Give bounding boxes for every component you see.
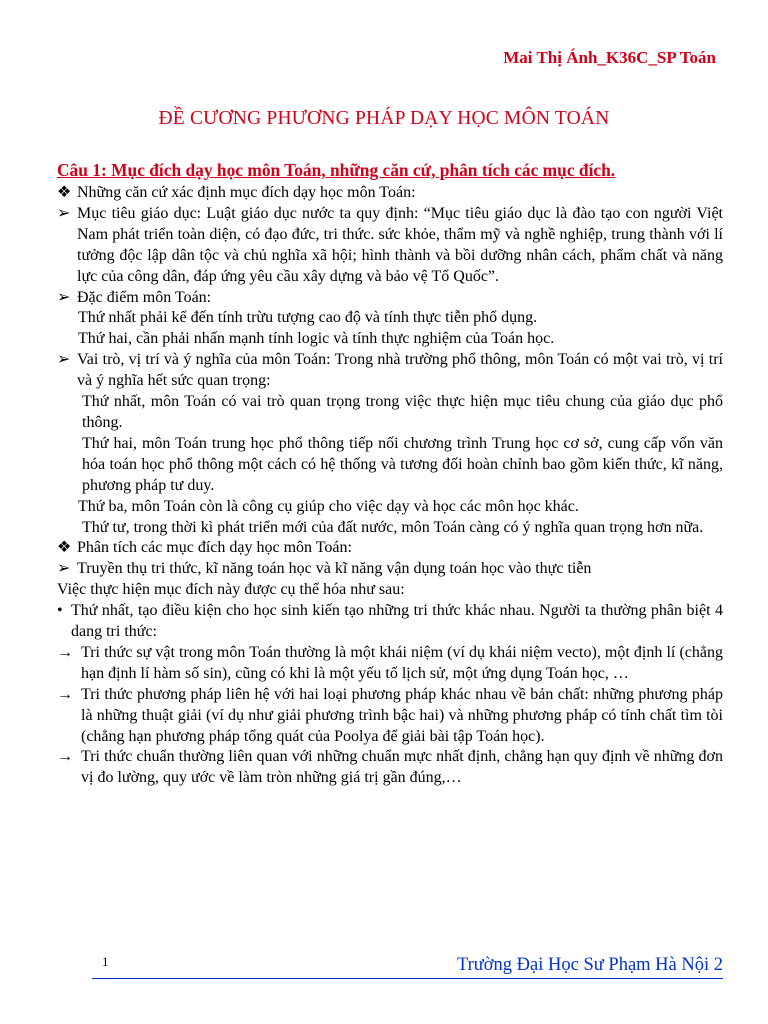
document-title: ĐỀ CƯƠNG PHƯƠNG PHÁP DẠY HỌC MÔN TOÁN	[158, 108, 610, 129]
page-number: 1	[102, 954, 109, 969]
list-item-text: Tri thức phương pháp liên hệ với hai loại phương pháp khác nhau về bản chất: những phương pháp là những thuật giải (ví dụ như giải phương trình bậc hai) và những phương pháp có tính chất tìm tòi (chẳng hạn phương pháp tổng quát của Poolya để giải bài tập Toán học).	[81, 685, 723, 745]
list-item-text: Mục tiêu giáo dục: Luật giáo dục nước ta quy định: “Mục tiêu giáo dục là đào tạo con người Việt Nam phát triển toàn diện, có đạo đức, tri thức. sức khỏe, thẩm mỹ và nghề nghiệp, trung thành với lí tưởng độc lập dân tộc và chủ nghĩa xã hội; hình thành và bồi dưỡng nhân cách, phẩm chất và năng lực của công dân, đáp ứng yêu cầu xây dựng và bảo vệ Tổ Quốc”.	[77, 204, 723, 285]
list-item-text: Phân tích các mục đích dạy học môn Toán:	[77, 539, 352, 557]
list-item	[57, 685, 723, 748]
list-item-text: Truyền thụ tri thức, kĩ năng toán học và kĩ năng vận dụng toán học vào thực tiễn	[77, 560, 592, 578]
arrowhead-bullet-icon: ➢	[57, 351, 71, 369]
school-name: Trường Đại Học Sư Phạm Hà Nội 2	[456, 955, 723, 975]
list-item	[57, 288, 723, 309]
arrowhead-bullet-icon: ➢	[57, 204, 71, 222]
diamond-bullet-icon: ❖	[57, 539, 72, 557]
arrow-right-icon: →	[57, 685, 73, 703]
list-item-text: Những căn cứ xác định mục đích dạy học môn Toán:	[77, 184, 416, 201]
paragraph: Thứ ba, môn Toán còn là công cụ giúp cho việc dạy và học các môn học khác.	[78, 497, 579, 515]
list-item	[57, 538, 723, 559]
page-footer	[92, 952, 723, 979]
arrow-right-icon: →	[57, 643, 73, 661]
list-item	[57, 601, 723, 643]
question-heading: Câu 1: Mục đích dạy học môn Toán, những căn cứ, phân tích các mục đích.	[57, 160, 616, 180]
list-item-text: Vai trò, vị trí và ý nghĩa của môn Toán: Trong nhà trường phổ thông, môn Toán có một vai trò, vị trí và ý nghĩa hết sức quan trọng:	[77, 351, 723, 390]
list-item	[57, 559, 723, 580]
list-item	[57, 204, 723, 288]
list-item	[57, 643, 723, 685]
paragraph: Thứ tư, trong thời kì phát triển mới của đất nước, môn Toán càng có ý nghĩa quan trọng hơn nữa.	[82, 518, 704, 536]
list-item	[57, 747, 723, 789]
paragraph: Thứ hai, môn Toán trung học phổ thông tiếp nối chương trình Trung học cơ sở, cung cấp vốn văn hóa toán học phổ thông một cách có hệ thống và tương đối hoàn chỉnh bao gồm kiến thức, kĩ năng, phương pháp tư duy.	[82, 434, 723, 494]
arrowhead-bullet-icon: ➢	[57, 288, 71, 306]
paragraph: Việc thực hiện mục đích này được cụ thể hóa như sau:	[57, 581, 405, 599]
arrow-right-icon: →	[57, 748, 73, 766]
list-item	[57, 350, 723, 392]
list-item-text: Thứ nhất, tạo điều kiện cho học sinh kiến tạo những tri thức khác nhau. Người ta thường phân biệt 4 dang tri thức:	[71, 602, 723, 641]
list-item-text: Đặc điểm môn Toán:	[77, 288, 212, 306]
document-body	[57, 183, 723, 789]
dot-bullet-icon: •	[57, 602, 63, 620]
list-item	[57, 183, 723, 204]
paragraph: Thứ nhất, môn Toán có vai trò quan trọng trong việc thực hiện mục tiêu chung của giáo dục phổ thông.	[82, 393, 723, 431]
paragraph: Thứ hai, cần phải nhấn mạnh tính logic và tính thực nghiệm của Toán học.	[78, 330, 555, 348]
list-item-text: Tri thức sự vật trong môn Toán thường là một khái niệm (ví dụ khái niệm vecto), một định lí (chẳng hạn định lí hàm số sin), cũng có khi là một yếu tố lịch sử, một ứng dụng Toán học, …	[81, 643, 723, 682]
arrowhead-bullet-icon: ➢	[57, 560, 71, 578]
author-header: Mai Thị Ánh_K36C_SP Toán	[503, 48, 716, 67]
list-item-text: Tri thức chuẩn thường liên quan với những chuẩn mực nhất định, chẳng hạn quy định về những đơn vị đo lường, quy ước về làm tròn những giá trị gần đúng,…	[81, 748, 723, 787]
diamond-bullet-icon: ❖	[57, 184, 72, 201]
paragraph: Thứ nhất phải kể đến tính trừu tượng cao độ và tính thực tiễn phổ dụng.	[78, 309, 538, 327]
